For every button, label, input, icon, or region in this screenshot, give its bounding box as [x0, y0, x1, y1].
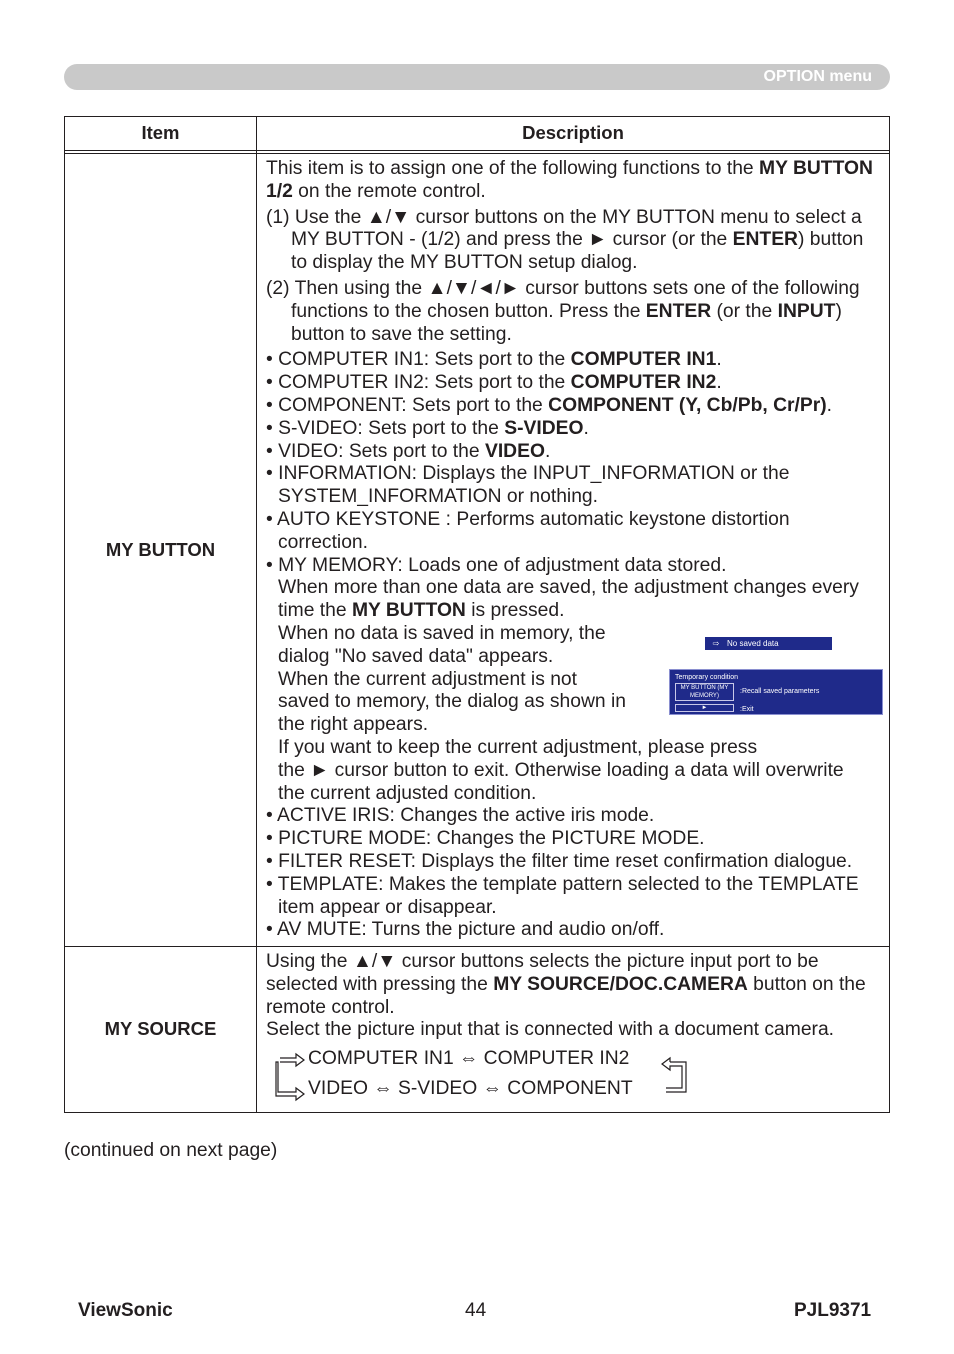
dialog-title: Temporary condition: [675, 674, 739, 681]
list-item: • COMPUTER IN1: Sets port to the COMPUTER IN1.: [266, 349, 722, 371]
item-my-source: MY SOURCE: [65, 947, 257, 1113]
col-header-item: Item: [65, 117, 257, 151]
item-my-button: MY BUTTON: [65, 154, 257, 947]
desc-my-source: Using the ▲/▼ cursor buttons selects the picture input port to be selected with pressing the MY SOURCE/DOC.CAMERA button on the remote control. Select the picture input that is connected with a document camera. COMPUTER IN1 ⇔ COMPUTER IN2 VIDEO ⇔ S-VIDEO ⇔ COMPONENT: [257, 947, 890, 1113]
cycle-row-1: COMPUTER IN1 ⇔ COMPUTER IN2: [308, 1048, 630, 1070]
table-row: [65, 947, 890, 1113]
brand-name: ViewSonic: [78, 1300, 173, 1321]
no-saved-data-dialog: ⇨ No saved data: [705, 637, 832, 650]
option-table: [64, 116, 890, 1113]
list-item: • S-VIDEO: Sets port to the S-VIDEO.: [266, 417, 589, 439]
list-item: • AUTO KEYSTONE : Performs automatic keystone distortion correction.: [266, 508, 790, 553]
list-item: • FILTER RESET: Displays the filter time reset confirmation dialogue.: [266, 850, 853, 872]
header-bar: [64, 64, 890, 90]
list-item: • PICTURE MODE: Changes the PICTURE MODE.: [266, 828, 705, 850]
list-item: • ACTIVE IRIS: Changes the active iris mode.: [266, 805, 655, 827]
list-item: • INFORMATION: Displays the INPUT_INFORMATION or the SYSTEM_INFORMATION or nothing.: [266, 463, 790, 508]
col-header-description: Description: [257, 117, 890, 151]
list-item: • COMPONENT: Sets port to the COMPONENT (Y, Cb/Pb, Cr/Pr).: [266, 394, 833, 416]
exit-text: :Exit: [740, 706, 754, 713]
temporary-condition-dialog: [669, 669, 883, 715]
recall-text: :Recall saved parameters: [740, 688, 820, 695]
list-item: • COMPUTER IN2: Sets port to the COMPUTER IN2.: [266, 372, 722, 394]
cycle-row-2: VIDEO ⇔ S-VIDEO ⇔ COMPONENT: [308, 1078, 633, 1100]
list-item: • AV MUTE: Turns the picture and audio on/off.: [266, 919, 665, 941]
list-item: • TEMPLATE: Makes the template pattern selected to the TEMPLATE item appear or disappear.: [266, 873, 859, 918]
desc-my-button: This item is to assign one of the following functions to the MY BUTTON 1/2 on the remote control. (1) Use the ▲/▼ cursor buttons on the MY BUTTON menu to select a MY BUTTON - (1/2) and press the ► cursor (or the ENTER) button to display the MY BUTTON setup dialog. (2) Then using the ▲/▼/◄/► cursor buttons sets one of the following functions to the chosen button. Press the ENTER (or the INPUT) button to save the setting. • COMPUTER IN1: Sets port to the COMPUTER IN1. • COMPUTER IN2: Sets port to the COMPUTER IN2. • COMPONENT: Sets port to the COMPONENT (Y, Cb/Pb, Cr/Pr). • S-VIDEO: Sets port to the S-VIDEO. • VIDEO: Sets port to the VIDEO. • INFORMATION: Displays the INPUT_INFORMATION or the SYSTEM_INFORMATION or nothing. • AUTO KEYSTONE : Performs automatic keystone distortion correction. • MY MEMORY: Loads one of adjustment data stored. When more than one data are saved, the adjustment changes every time the MY BUTTON is pressed. When no data is saved in memory, the dialog "No saved data" appears. When the current adjustment is not saved to memory, the dialog as shown in the right appears. If you want to keep the current adjustment, please press the ► cursor button to exit. Otherwise loading a data will overwrite the current adjusted condition. • ACTIVE IRIS: Changes the active iris mode. • PICTURE MODE: Changes the PICTURE MODE. • FILTER RESET: Displays the filter time reset confirmation dialogue. • TEMPLATE: Makes the template pattern selected to the TEMPLATE item appear or disappear. • AV MUTE: Turns the picture and audio on/off. ⇨ No saved data Temporary condition MY BUTTON (MY MEMORY) :Recall saved parameters ► :Exit: [257, 154, 890, 947]
table-row: [65, 154, 890, 947]
list-item: • VIDEO: Sets port to the VIDEO.: [266, 440, 551, 462]
my-button-label-box: MY BUTTON (MY MEMORY): [675, 683, 734, 701]
exit-arrow-box: [675, 704, 734, 712]
list-item: • MY MEMORY: Loads one of adjustment data stored.: [266, 554, 727, 576]
model-number: PJL9371: [794, 1300, 872, 1321]
arrow-right-icon: ⇨: [712, 639, 720, 648]
table-header-row: [65, 117, 890, 151]
page-number: 44: [465, 1300, 487, 1321]
continued-note: (continued on next page): [64, 1140, 278, 1161]
section-title: OPTION menu: [763, 68, 872, 85]
input-cycle-diagram: [266, 1048, 881, 1108]
arrow-right-icon: ►: [701, 705, 708, 711]
